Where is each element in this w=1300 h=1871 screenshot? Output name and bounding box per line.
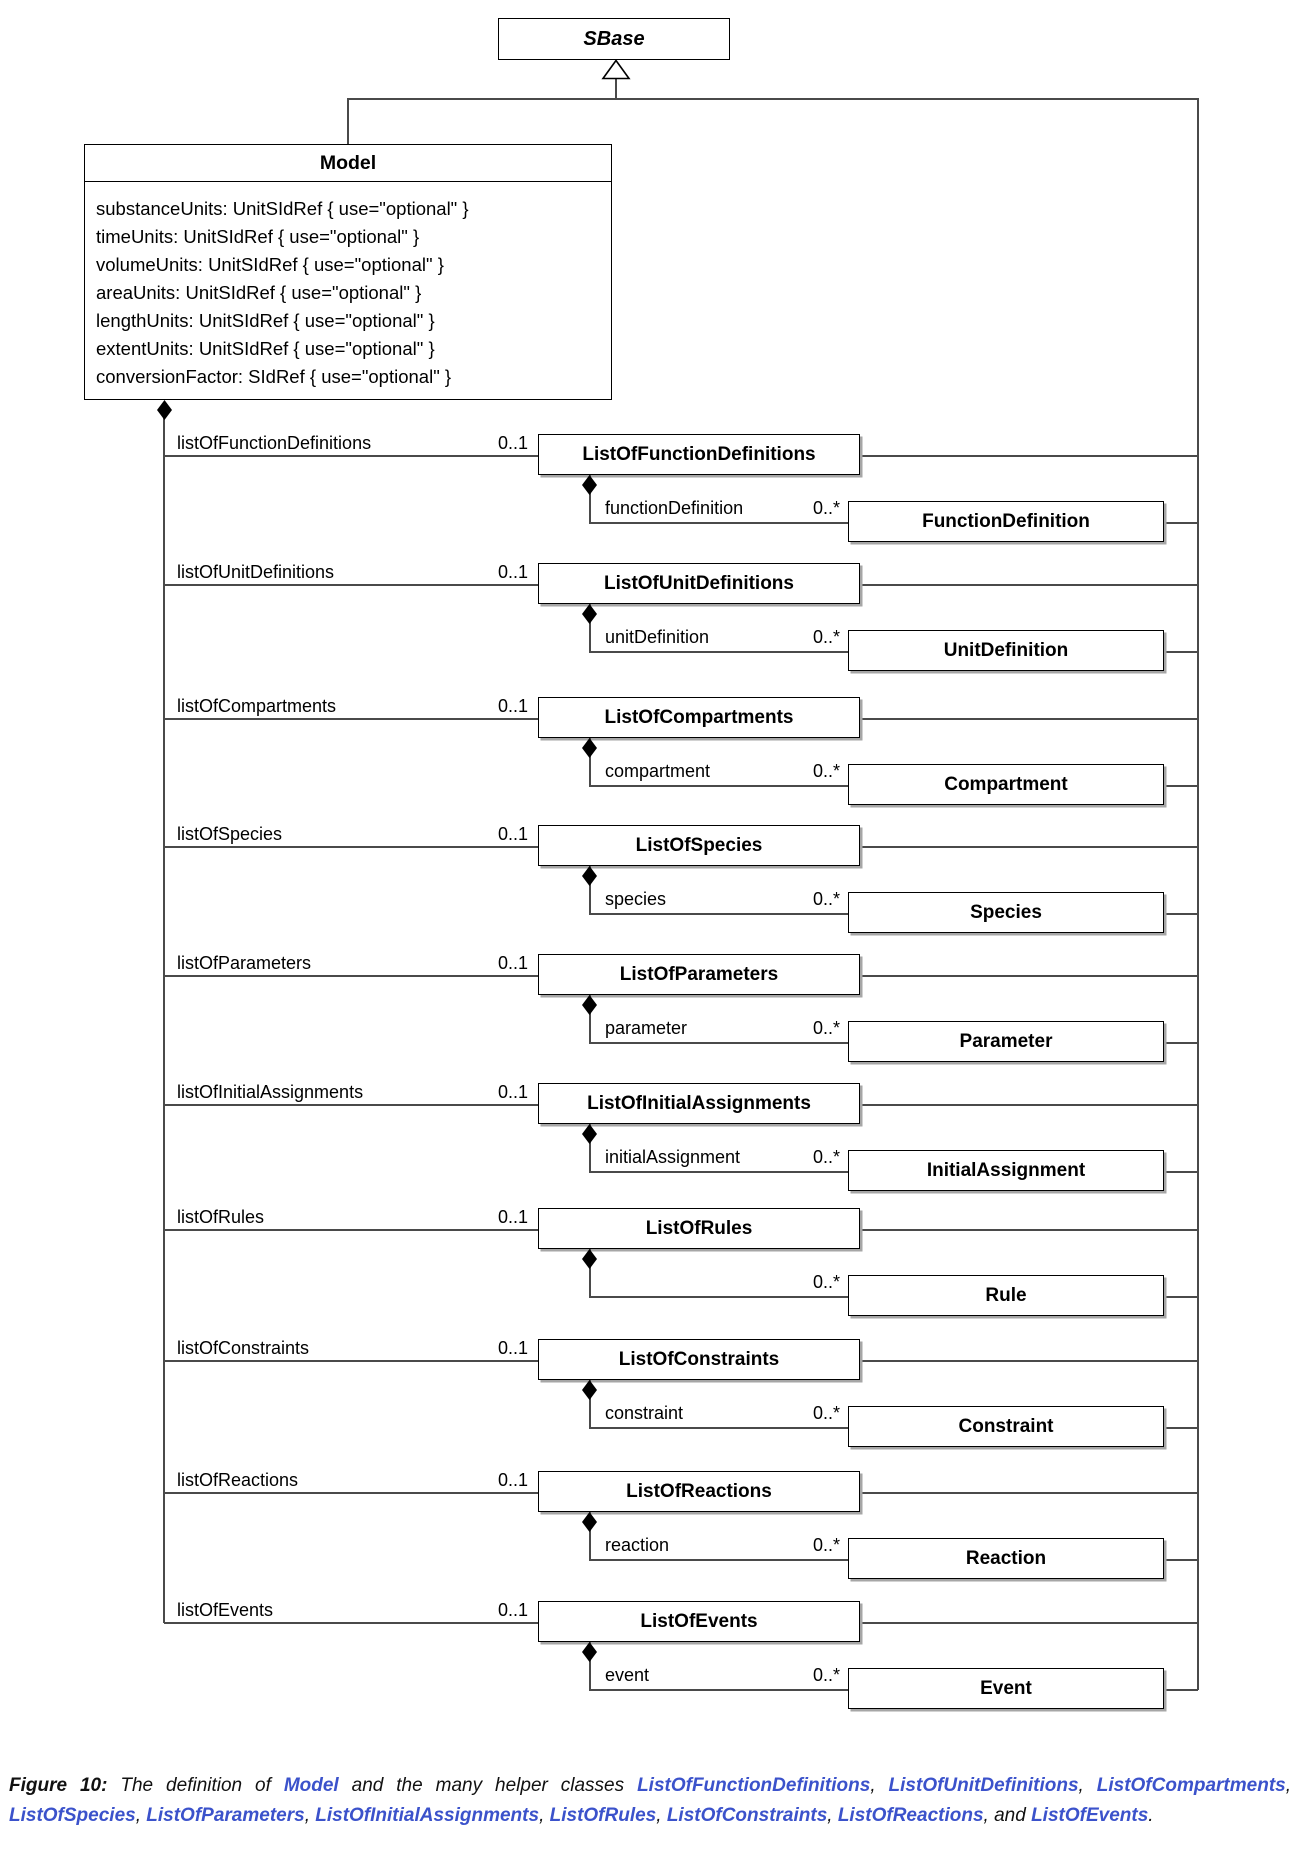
class-name: Parameter — [959, 1030, 1053, 1052]
multiplicity-label: 0..1 — [497, 1207, 528, 1227]
class-name: ListOfCompartments — [604, 706, 794, 728]
multiplicity-label: 0..* — [812, 1535, 840, 1555]
multiplicity-label: 0..1 — [497, 696, 528, 716]
class-box-listofconstraints — [538, 1339, 860, 1380]
caption-text: , — [656, 1805, 667, 1826]
caption-link-listofcompartments[interactable]: ListOfCompartments — [1096, 1775, 1286, 1796]
inheritance-triangle-icon — [601, 59, 631, 80]
caption-text: , — [304, 1805, 316, 1826]
association-role-label: listOfUnitDefinitions — [177, 562, 335, 582]
class-name: ListOfUnitDefinitions — [604, 572, 794, 594]
class-name: SBase — [583, 27, 645, 50]
association-role-label: listOfCompartments — [177, 696, 337, 716]
figure-caption-label: Figure 10: — [9, 1775, 108, 1796]
class-box-parameter — [848, 1021, 1164, 1062]
association-role-label: listOfConstraints — [177, 1338, 310, 1358]
class-name: ListOfReactions — [626, 1480, 772, 1502]
association-role-label: event — [605, 1665, 650, 1685]
caption-text: , — [539, 1805, 550, 1826]
multiplicity-label: 0..1 — [497, 1338, 528, 1358]
inheritance-line — [347, 98, 1198, 100]
class-box-listofspecies — [538, 825, 860, 866]
composition-group-reactions — [0, 1471, 1300, 1583]
association-role-label: listOfRules — [177, 1207, 265, 1227]
caption-link-listoffunctiondefinitions[interactable]: ListOfFunctionDefinitions — [637, 1775, 871, 1796]
caption-link-listofinitialassignments[interactable]: ListOfInitialAssignments — [315, 1805, 540, 1826]
multiplicity-label: 0..1 — [497, 1470, 528, 1490]
class-box-listofunitdefinitions — [538, 563, 860, 604]
model-attribute: volumeUnits: UnitSIdRef { use="optional" } — [96, 254, 444, 275]
class-name: ListOfRules — [645, 1217, 753, 1239]
class-box-listofreactions — [538, 1471, 860, 1512]
composition-group-initial-assignments — [0, 1083, 1300, 1195]
class-box-sbase — [498, 18, 730, 60]
class-name: InitialAssignment — [926, 1159, 1086, 1181]
composition-group-rules — [0, 1208, 1300, 1320]
class-name: Compartment — [944, 773, 1068, 795]
multiplicity-label: 0..1 — [497, 953, 528, 973]
association-role-label: initialAssignment — [605, 1147, 741, 1167]
class-box-unitdefinition — [848, 630, 1164, 671]
association-role-label: listOfEvents — [177, 1600, 274, 1620]
caption-text: , — [827, 1805, 838, 1826]
class-name: Species — [970, 901, 1042, 923]
association-role-label: listOfInitialAssignments — [177, 1082, 364, 1102]
composition-group-events — [0, 1601, 1300, 1713]
composition-group-function-definitions — [0, 434, 1300, 546]
caption-link-listofunitdefinitions[interactable]: ListOfUnitDefinitions — [888, 1775, 1079, 1796]
multiplicity-label: 0..1 — [497, 1600, 528, 1620]
caption-text: . — [1148, 1805, 1154, 1826]
multiplicity-label: 0..* — [812, 1272, 840, 1292]
model-attribute: substanceUnits: UnitSIdRef { use="optional" } — [96, 198, 469, 219]
class-name: ListOfFunctionDefinitions — [582, 443, 816, 465]
class-box-listofinitialassignments — [538, 1083, 860, 1124]
class-name: Event — [980, 1677, 1032, 1699]
class-name: ListOfSpecies — [635, 834, 763, 856]
multiplicity-label: 0..* — [812, 1665, 840, 1685]
caption-text: , — [135, 1805, 147, 1826]
class-box-initialassignment — [848, 1150, 1164, 1191]
caption-link-listofevents[interactable]: ListOfEvents — [1031, 1805, 1149, 1826]
class-name: FunctionDefinition — [922, 510, 1090, 532]
association-role-label: compartment — [605, 761, 711, 781]
caption-text: , — [870, 1775, 889, 1796]
association-role-label: species — [605, 889, 667, 909]
association-role-label: listOfSpecies — [177, 824, 283, 844]
figure-caption — [9, 1771, 1291, 1831]
inheritance-line — [347, 98, 349, 145]
class-name: UnitDefinition — [943, 639, 1069, 661]
class-name: ListOfParameters — [619, 963, 779, 985]
composition-diamond-icon — [582, 995, 597, 1015]
class-name: Rule — [985, 1284, 1027, 1306]
class-box-functiondefinition — [848, 501, 1164, 542]
composition-diamond-icon — [582, 475, 597, 495]
multiplicity-label: 0..* — [812, 498, 840, 518]
association-role-label: listOfReactions — [177, 1470, 299, 1490]
caption-link-listofspecies[interactable]: ListOfSpecies — [9, 1805, 136, 1826]
association-role-label: parameter — [605, 1018, 688, 1038]
caption-link-listofparameters[interactable]: ListOfParameters — [146, 1805, 305, 1826]
caption-link-listofreactions[interactable]: ListOfReactions — [837, 1805, 984, 1826]
class-box-listofcompartments — [538, 697, 860, 738]
caption-text: , and — [983, 1805, 1032, 1826]
multiplicity-label: 0..* — [812, 627, 840, 647]
caption-text: The definition of — [107, 1775, 284, 1796]
caption-text: , — [1285, 1775, 1291, 1796]
class-name: Constraint — [958, 1415, 1054, 1437]
multiplicity-label: 0..* — [812, 1018, 840, 1038]
composition-diamond-icon — [582, 738, 597, 758]
class-name: Model — [85, 145, 611, 182]
class-box-rule — [848, 1275, 1164, 1316]
multiplicity-label: 0..1 — [497, 1082, 528, 1102]
model-attribute: conversionFactor: SIdRef { use="optional" } — [96, 366, 452, 387]
multiplicity-label: 0..* — [812, 889, 840, 909]
class-box-model — [84, 144, 612, 400]
class-box-compartment — [848, 764, 1164, 805]
class-name: Reaction — [965, 1547, 1047, 1569]
composition-diamond-icon — [582, 1512, 597, 1532]
association-role-label: unitDefinition — [605, 627, 710, 647]
composition-group-parameters — [0, 954, 1300, 1066]
class-name: ListOfEvents — [640, 1610, 758, 1632]
composition-diamond-icon — [582, 1380, 597, 1400]
multiplicity-label: 0..* — [812, 761, 840, 781]
multiplicity-label: 0..1 — [497, 562, 528, 582]
composition-diamond-icon — [582, 866, 597, 886]
composition-group-constraints — [0, 1339, 1300, 1451]
inheritance-line — [615, 79, 617, 99]
association-role-label: listOfParameters — [177, 953, 312, 973]
caption-link-model[interactable]: Model — [283, 1775, 339, 1796]
class-box-reaction — [848, 1538, 1164, 1579]
class-box-listoffunctiondefinitions — [538, 434, 860, 475]
composition-diamond-icon — [582, 1642, 597, 1662]
multiplicity-label: 0..* — [812, 1403, 840, 1423]
model-attribute: extentUnits: UnitSIdRef { use="optional" } — [96, 338, 435, 359]
caption-text: and the many helper classes — [338, 1775, 638, 1796]
model-attribute: lengthUnits: UnitSIdRef { use="optional" } — [96, 310, 435, 331]
class-name: ListOfConstraints — [618, 1348, 780, 1370]
composition-diamond-icon — [582, 604, 597, 624]
composition-diamond-icon — [582, 1124, 597, 1144]
class-box-listofparameters — [538, 954, 860, 995]
caption-link-listofrules[interactable]: ListOfRules — [549, 1805, 657, 1826]
model-attribute: timeUnits: UnitSIdRef { use="optional" } — [96, 226, 420, 247]
caption-link-listofconstraints[interactable]: ListOfConstraints — [666, 1805, 828, 1826]
composition-diamond-icon — [582, 1249, 597, 1269]
class-name: ListOfInitialAssignments — [587, 1092, 811, 1114]
multiplicity-label: 0..* — [812, 1147, 840, 1167]
composition-group-compartments — [0, 697, 1300, 809]
association-role-label: reaction — [605, 1535, 670, 1555]
class-box-constraint — [848, 1406, 1164, 1447]
multiplicity-label: 0..1 — [497, 824, 528, 844]
association-role-label: constraint — [605, 1403, 684, 1423]
composition-group-species — [0, 825, 1300, 937]
class-box-listofrules — [538, 1208, 860, 1249]
model-attribute: areaUnits: UnitSIdRef { use="optional" } — [96, 282, 422, 303]
composition-diamond-icon — [157, 400, 172, 420]
association-role-label: functionDefinition — [605, 498, 744, 518]
class-box-event — [848, 1668, 1164, 1709]
composition-group-unit-definitions — [0, 563, 1300, 675]
caption-text: , — [1078, 1775, 1097, 1796]
class-box-listofevents — [538, 1601, 860, 1642]
model-attributes — [85, 182, 611, 391]
multiplicity-label: 0..1 — [497, 433, 528, 453]
association-role-label: listOfFunctionDefinitions — [177, 433, 372, 453]
class-box-species — [848, 892, 1164, 933]
